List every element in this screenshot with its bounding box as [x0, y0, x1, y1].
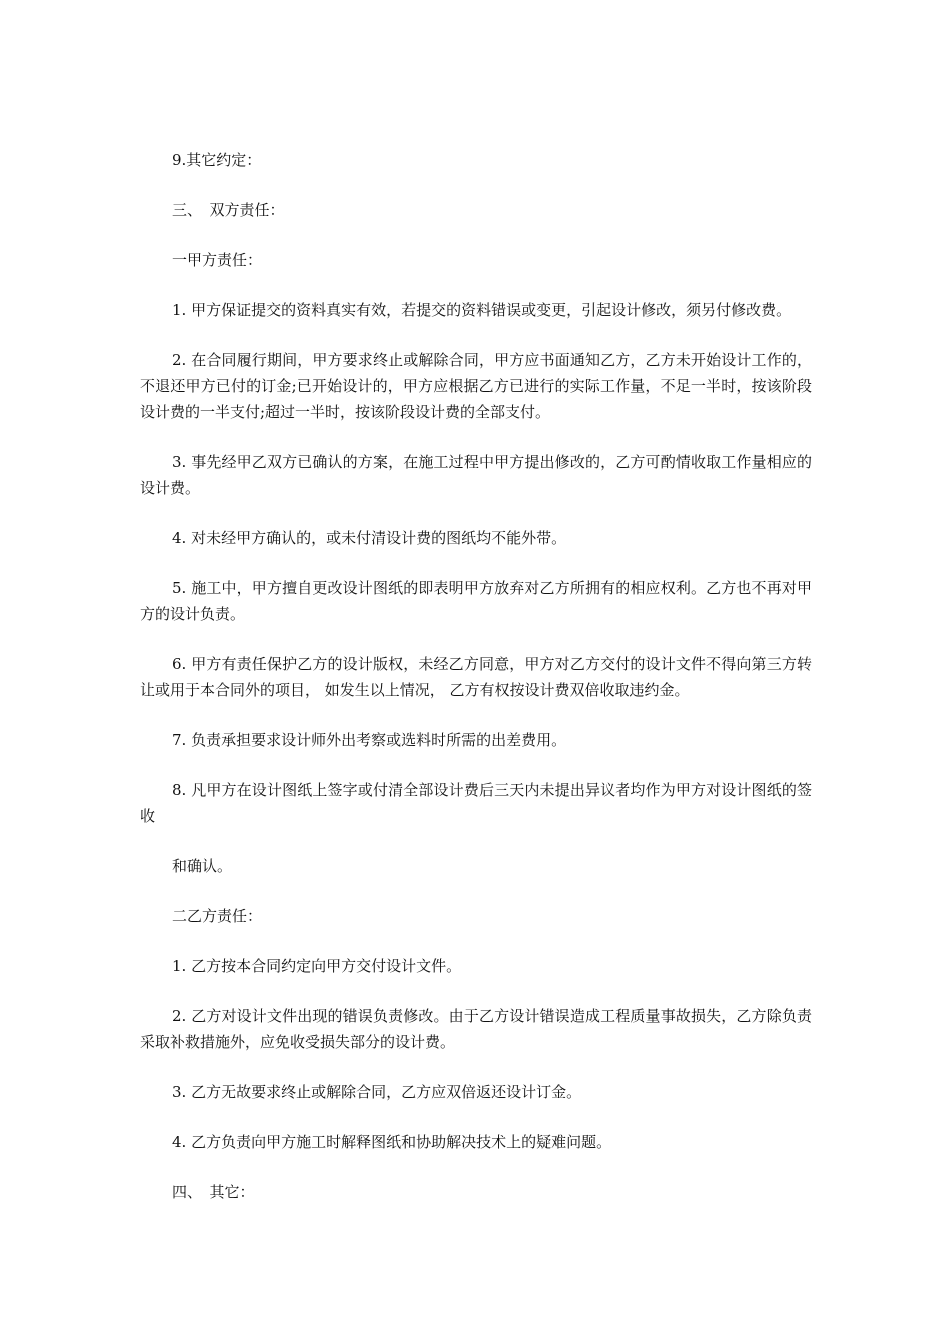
party-b-item-3: 3. 乙方无故要求终止或解除合同，乙方应双倍返还设计订金。 — [172, 1083, 582, 1101]
section-4-title: 四、 其它： — [172, 1183, 255, 1201]
party-a-item-2: 2. 在合同履行期间，甲方要求终止或解除合同，甲方应书面通知乙方，乙方未开始设计工作的，不退还甲方已付的订金;已开始设计的，甲方应根据乙方已进行的实际工作量，不足一半时，按该阶段设计费的一半支付;超过一半时，按该阶段设计费的全部支付。 — [140, 351, 812, 421]
party-a-item-8-continued: 和确认。 — [172, 857, 233, 875]
party-b-item-1: 1. 乙方按本合同约定向甲方交付设计文件。 — [172, 957, 462, 975]
party-a-item-4: 4. 对未经甲方确认的，或未付清设计费的图纸均不能外带。 — [172, 529, 567, 547]
party-a-item-3: 3. 事先经甲乙双方已确认的方案，在施工过程中甲方提出修改的，乙方可酌情收取工作量相应的设计费。 — [140, 453, 812, 497]
section-3-title: 三、 双方责任： — [172, 201, 285, 219]
party-a-responsibilities-title: 一甲方责任： — [172, 251, 263, 269]
party-a-item-1: 1. 甲方保证提交的资料真实有效，若提交的资料错误或变更，引起设计修改，须另付修改费。 — [172, 301, 792, 319]
party-a-item-8: 8. 凡甲方在设计图纸上签字或付清全部设计费后三天内未提出异议者均作为甲方对设计图纸的签收 — [140, 781, 812, 825]
party-a-item-7: 7. 负责承担要求设计师外出考察或选料时所需的出差费用。 — [172, 731, 567, 749]
party-b-item-2: 2. 乙方对设计文件出现的错误负责修改。由于乙方设计错误造成工程质量事故损失，乙方除负责采取补救措施外，应免收受损失部分的设计费。 — [140, 1007, 812, 1051]
party-a-item-6: 6. 甲方有责任保护乙方的设计版权，未经乙方同意，甲方对乙方交付的设计文件不得向第三方转让或用于本合同外的项目， 如发生以上情况， 乙方有权按设计费双倍收取违约金。 — [140, 655, 812, 699]
party-b-responsibilities-title: 二乙方责任： — [172, 907, 263, 925]
party-a-item-5: 5. 施工中，甲方擅自更改设计图纸的即表明甲方放弃对乙方所拥有的相应权利。乙方也不再对甲方的设计负责。 — [140, 579, 812, 623]
document-body — [140, 147, 812, 1205]
party-b-item-4: 4. 乙方负责向甲方施工时解释图纸和协助解决技术上的疑难问题。 — [172, 1133, 612, 1151]
clause-9-other-agreements: 9.其它约定： — [172, 151, 262, 169]
